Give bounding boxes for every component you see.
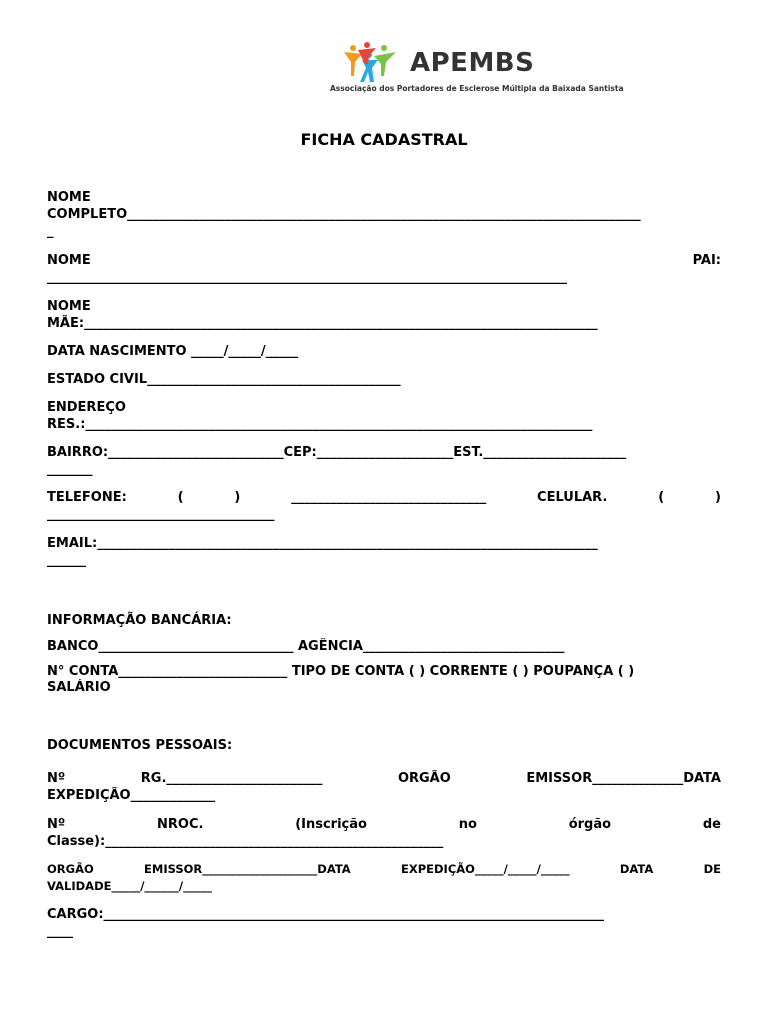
nroc-classe-field[interactable]: Classe):____________________________________________________ xyxy=(47,834,444,849)
rg-emissor-field[interactable]: EMISSOR______________DATA xyxy=(526,771,721,786)
email-field-cont[interactable]: ______ xyxy=(47,553,86,568)
rg-field[interactable]: RG.________________________ xyxy=(140,771,323,786)
de-label: DE xyxy=(703,862,721,876)
bairro-cep-est-field[interactable]: BAIRRO:___________________________CEP:_____________________EST.______________________ xyxy=(47,445,627,460)
nome-pai-label: NOME xyxy=(47,253,91,268)
brand-subtitle: Associação dos Portadores de Esclerose Múltipla da Baixada Santista xyxy=(330,84,624,93)
banco-heading: INFORMAÇÃO BANCÁRIA: xyxy=(47,613,232,628)
pai-label: PAI: xyxy=(692,253,721,268)
telefone-field[interactable]: ______________________________ xyxy=(291,490,487,505)
expedicao-field[interactable]: EXPEDIÇÃO_____/_____/_____ xyxy=(400,862,570,876)
rg-expedicao-field[interactable]: EXPEDIÇÃO_____________ xyxy=(47,788,216,803)
emissor-row[interactable] xyxy=(47,861,721,878)
celular-field[interactable]: ___________________________________ xyxy=(47,507,275,522)
telefone-paren-open: ( xyxy=(177,490,184,505)
nroc-num-label: Nº xyxy=(47,817,66,832)
orgao-label: ORGÃO xyxy=(47,862,94,876)
nroc-label: NROC. xyxy=(157,817,204,832)
data-nascimento-field[interactable]: DATA NASCIMENTO _____/_____/_____ xyxy=(47,344,299,359)
documentos-heading: DOCUMENTOS PESSOAIS: xyxy=(47,738,233,753)
rg-num-label: Nº xyxy=(47,771,66,786)
rg-orgao-label: ORGÃO xyxy=(397,771,451,786)
validade-field[interactable]: VALIDADE_____/______/_____ xyxy=(47,879,212,893)
celular-label: CELULAR. xyxy=(537,490,608,505)
form-title: FICHA CADASTRAL xyxy=(300,130,468,149)
telefone-paren-close: ) xyxy=(234,490,241,505)
emissor-field[interactable]: EMISSOR____________________DATA xyxy=(144,862,351,876)
brand-name: APEMBS xyxy=(410,48,535,78)
cargo-field-cont[interactable]: ____ xyxy=(47,924,73,939)
endereco-field[interactable]: RES.:______________________________________________________________________________ xyxy=(47,417,593,432)
nroc-row xyxy=(47,816,721,833)
data-label: DATA xyxy=(619,862,654,876)
nroc-de-label: de xyxy=(702,817,721,832)
celular-paren-close: ) xyxy=(714,490,721,505)
rg-row[interactable] xyxy=(47,770,721,787)
celular-paren-open: ( xyxy=(658,490,665,505)
people-figures-icon xyxy=(342,42,404,86)
salario-option[interactable]: SALÁRIO xyxy=(47,680,111,695)
nome-mae-field[interactable]: MÃE:_______________________________________________________________________________ xyxy=(47,316,598,331)
telefone-row[interactable] xyxy=(47,489,721,506)
estado-civil-field[interactable]: ESTADO CIVIL_______________________________________ xyxy=(47,372,401,387)
conta-tipo-field[interactable]: N° CONTA__________________________ TIPO DE CONTA ( ) CORRENTE ( ) POUPANÇA ( ) xyxy=(47,664,635,679)
nome-completo-field-cont[interactable]: _ xyxy=(47,224,54,239)
nome-mae-label: NOME xyxy=(47,299,91,314)
nroc-orgao-label: órgão xyxy=(568,817,612,832)
nroc-no-label: no xyxy=(458,817,477,832)
endereco-label: ENDEREÇO xyxy=(47,400,126,415)
banco-agencia-field[interactable]: BANCO______________________________ AGÊNCIA_______________________________ xyxy=(47,639,565,654)
nroc-inscricao-label: (Inscrição xyxy=(295,817,367,832)
nome-pai-field[interactable]: ________________________________________________________________________________ xyxy=(47,270,567,285)
nome-completo-field[interactable]: COMPLETO_______________________________________________________________________________ xyxy=(47,207,641,222)
email-field[interactable]: EMAIL:_____________________________________________________________________________ xyxy=(47,536,598,551)
apembs-logo xyxy=(330,42,630,98)
cargo-field[interactable]: CARGO:_____________________________________________________________________________ xyxy=(47,907,605,922)
bairro-cep-est-field-cont[interactable]: _______ xyxy=(47,462,93,477)
nome-completo-label: NOME xyxy=(47,190,91,205)
telefone-label: TELEFONE: xyxy=(47,490,127,505)
nome-pai-label-row xyxy=(47,252,721,269)
